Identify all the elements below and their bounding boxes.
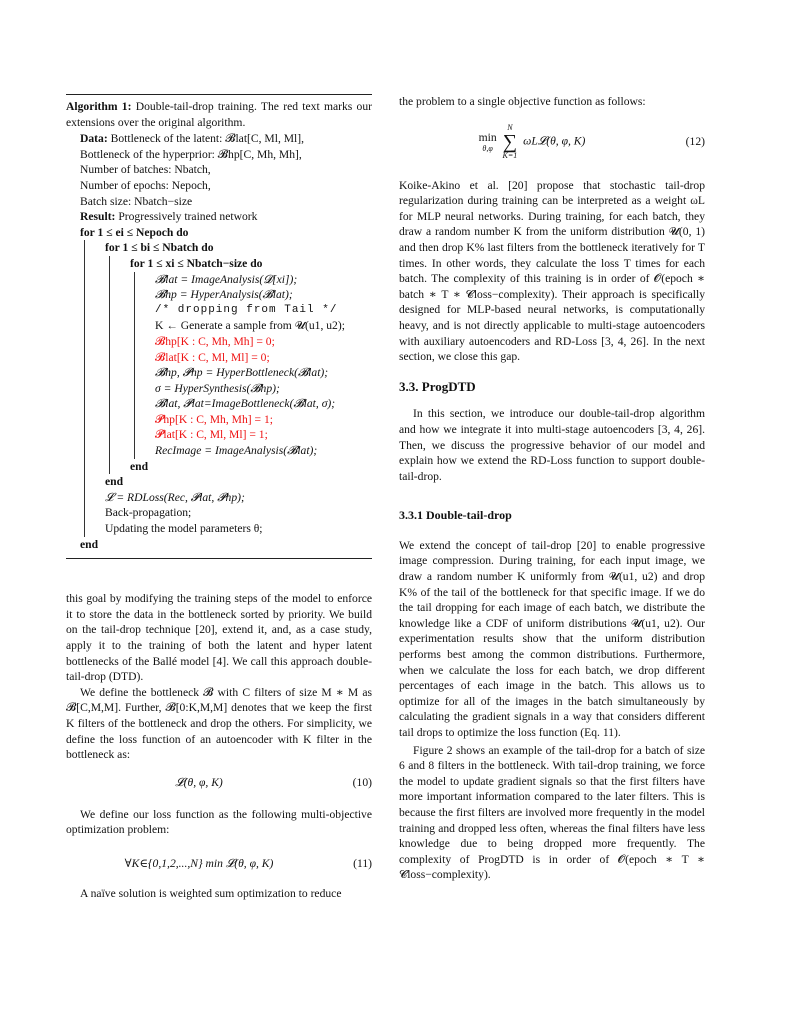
- end-keyword: end: [80, 537, 99, 551]
- section-title: 3.3. ProgDTD: [399, 378, 476, 394]
- for-epoch-line: for 1 ≤ ei ≤ Nepoch do: [80, 225, 189, 239]
- right-column: [399, 94, 705, 883]
- left-paragraph-1: this goal by modifying the training steps of the model to enforce it to store the data in the bottleneck sorted by priority. We build on the tail-drop technique [20], extend it, and, as a case study, apply it to the training of both the latent and hyper latent bottlenecks of the Ballé model [4]. We call this approach double-tail-drop (DTD).: [66, 592, 372, 684]
- algo-step-red: 𝓑lat[K : C, Ml, Ml] = 0;: [155, 350, 270, 364]
- equation-11-number: (11): [353, 856, 372, 870]
- left-paragraph-2: We define the bottleneck 𝓑 with C filters of size M ∗ M as 𝓑[C,M,M]. Further, 𝓑[0:K,M,M] denotes that we keep the first K filters of the bottleneck and drop the others. For simplicity, we define the loss function of an autoencoder with K filter in the bottleneck as:: [66, 685, 372, 762]
- algo-step-red: 𝓟hp[K : C, Mh, Mh] = 1;: [155, 412, 273, 426]
- right-paragraph-3: In this section, we introduce our double-tail-drop algorithm and how we integrate it into multi-stage autoencoders [3, 4, 26]. Then, we discuss the progressive behavior of our model and explain how we extend the RD-Loss function to support double-tail-drop.: [399, 407, 705, 483]
- algo-step: K ← Generate a sample from 𝓤(u1, u2);: [155, 319, 345, 333]
- equation-12-number: (12): [685, 134, 705, 148]
- data-line: Number of batches: Nbatch,: [80, 163, 211, 177]
- equation-12: [399, 118, 705, 170]
- right-paragraph-5: Figure 2 shows an example of the tail-drop for a batch of size 6 and 8 filters in the bottleneck. With tail-drop training, we force the model to update gradient signals so that the first filters have more important information compared to the later filters. This is because the first filters are involved more frequently in the model training and dropped less often, whereas the final filters have less knowledge due to being dropped more frequently. The complexity of ProgDTD is in order of 𝓞(epoch ∗ T ∗ 𝓒loss−complexity).: [399, 743, 705, 882]
- equation-11-body: ∀K∈{0,1,2,...,N} min 𝓛(θ, φ, K): [124, 856, 274, 870]
- sample-loop-body: [134, 272, 372, 459]
- algo-step-red: 𝓑hp[K : C, Mh, Mh] = 0;: [155, 334, 275, 348]
- algorithm-caption: [66, 95, 372, 130]
- data-line: Number of epochs: Nepoch,: [80, 178, 211, 192]
- sum-upper-limit: N: [507, 122, 513, 132]
- equation-10-body: 𝓛(θ, φ, K): [175, 775, 223, 789]
- algo-step: RecImage = ImageAnalysis(𝓑lat);: [155, 444, 318, 458]
- subsection-title: 3.3.1 Double-tail-drop: [399, 508, 512, 523]
- algo-step: 𝓑hp = HyperAnalysis(𝓑lat);: [155, 288, 293, 302]
- data-line: Bottleneck of the hyperprior: 𝓑hp[C, Mh, Mh],: [80, 147, 302, 161]
- algorithm-data-line: [80, 131, 372, 147]
- algo-step: 𝓑lat, 𝓟lat=ImageBottleneck(𝓑lat, σ);: [155, 397, 336, 411]
- summation-symbol: [503, 124, 518, 160]
- right-paragraph-1: the problem to a single objective function as follows:: [399, 95, 646, 108]
- for-sample-line: for 1 ≤ xi ≤ Nbatch−size do: [130, 256, 263, 270]
- equation-10: [66, 769, 372, 797]
- algo-step: 𝓑hp, 𝓟hp = HyperBottleneck(𝓑lat);: [155, 366, 329, 380]
- data-line: Bottleneck of the latent: 𝓑lat[C, Ml, Ml],: [110, 132, 305, 146]
- update-line: Updating the model parameters θ;: [105, 522, 263, 536]
- data-line: Batch size: Nbatch−size: [80, 194, 193, 208]
- batch-loop-body: [109, 256, 372, 474]
- algo-step-red: 𝓟lat[K : C, Ml, Ml] = 1;: [155, 428, 268, 442]
- algo-comment: /* dropping from Tail */: [155, 303, 338, 316]
- epoch-loop-body: [84, 240, 372, 536]
- algorithm-result-line: [80, 209, 372, 225]
- for-batch-line: for 1 ≤ bi ≤ Nbatch do: [105, 241, 214, 255]
- left-column: [66, 94, 372, 902]
- algorithm-label: Algorithm 1:: [66, 100, 132, 113]
- algorithm-caption-text: Double-tail-drop training. The red text marks our extensions over the original algorithm.: [66, 100, 373, 129]
- equation-12-min-subscript: θ,φ: [482, 143, 493, 153]
- right-paragraph-4: We extend the concept of tail-drop [20] to enable progressive image compression. During training, for each input image, we draw a random number K uniformly from 𝓤(u1, u2) and drop K% of the tail of the bottleneck for that specific image. If we do the tail dropping for each image of each batch, we distribute the knowledge like a CDF of uniform distributions 𝓤(u1, u2). Our experimentation results show that the uniform distribution performs best among the common distributions. Furthermore, when we calculate the loss for each batch, we drop different percentages of each image in the batch. This allows us to optimize for all of the images in the batch simultaneously by calculating the gradient signals in a way that considers different tail drops to optimize the loss function (Eq. 11).: [399, 538, 705, 739]
- sigma-icon: ∑: [502, 130, 518, 153]
- loss-line: 𝓛 = RDLoss(Rec, 𝓟lat, 𝓟hp);: [105, 490, 245, 504]
- result-label: Result:: [80, 210, 116, 224]
- result-text: Progressively trained network: [118, 210, 258, 224]
- algo-step: 𝓑lat = ImageAnalysis(𝓓[xi]);: [155, 272, 298, 286]
- end-keyword: end: [105, 475, 124, 489]
- equation-10-number: (10): [352, 775, 372, 789]
- algorithm-body: [66, 131, 372, 552]
- right-paragraph-2: Koike-Akino et al. [20] propose that stochastic tail-drop regularization during training can be interpreted as a weight ωL for MLP neural networks. During training, for each batch, they draw a random number K from the uniform distribution 𝓤(0, 1) and then drop K% last filters from the bottleneck iteratively for T times. In other words, they calculate the loss T times for each batch. The complexity of this training is in order of 𝓞(epoch ∗ batch ∗ T ∗ 𝓒loss−complexity). Their approach is specifically designed for MLP-based neural networks, is computationally heavy, and is not directly applicable to multi-stage autoencoders with auxiliary autoencoders and RD-Loss [3, 4, 26]. In the next section, we close this gap.: [399, 178, 705, 364]
- data-label: Data:: [80, 132, 108, 146]
- equation-12-body: ωL𝓛(θ, φ, K): [523, 134, 586, 148]
- sum-lower-limit: K=1: [502, 150, 518, 160]
- left-paragraph-4: A naïve solution is weighted sum optimization to reduce: [80, 886, 342, 900]
- equation-11: [66, 850, 372, 878]
- end-keyword: end: [130, 459, 149, 473]
- algo-step: σ = HyperSynthesis(𝓑hp);: [155, 381, 280, 395]
- left-paragraph-3: We define our loss function as the following multi-objective optimization problem:: [66, 807, 372, 837]
- backprop-line: Back-propagation;: [105, 506, 192, 520]
- equation-12-min: min: [478, 130, 497, 144]
